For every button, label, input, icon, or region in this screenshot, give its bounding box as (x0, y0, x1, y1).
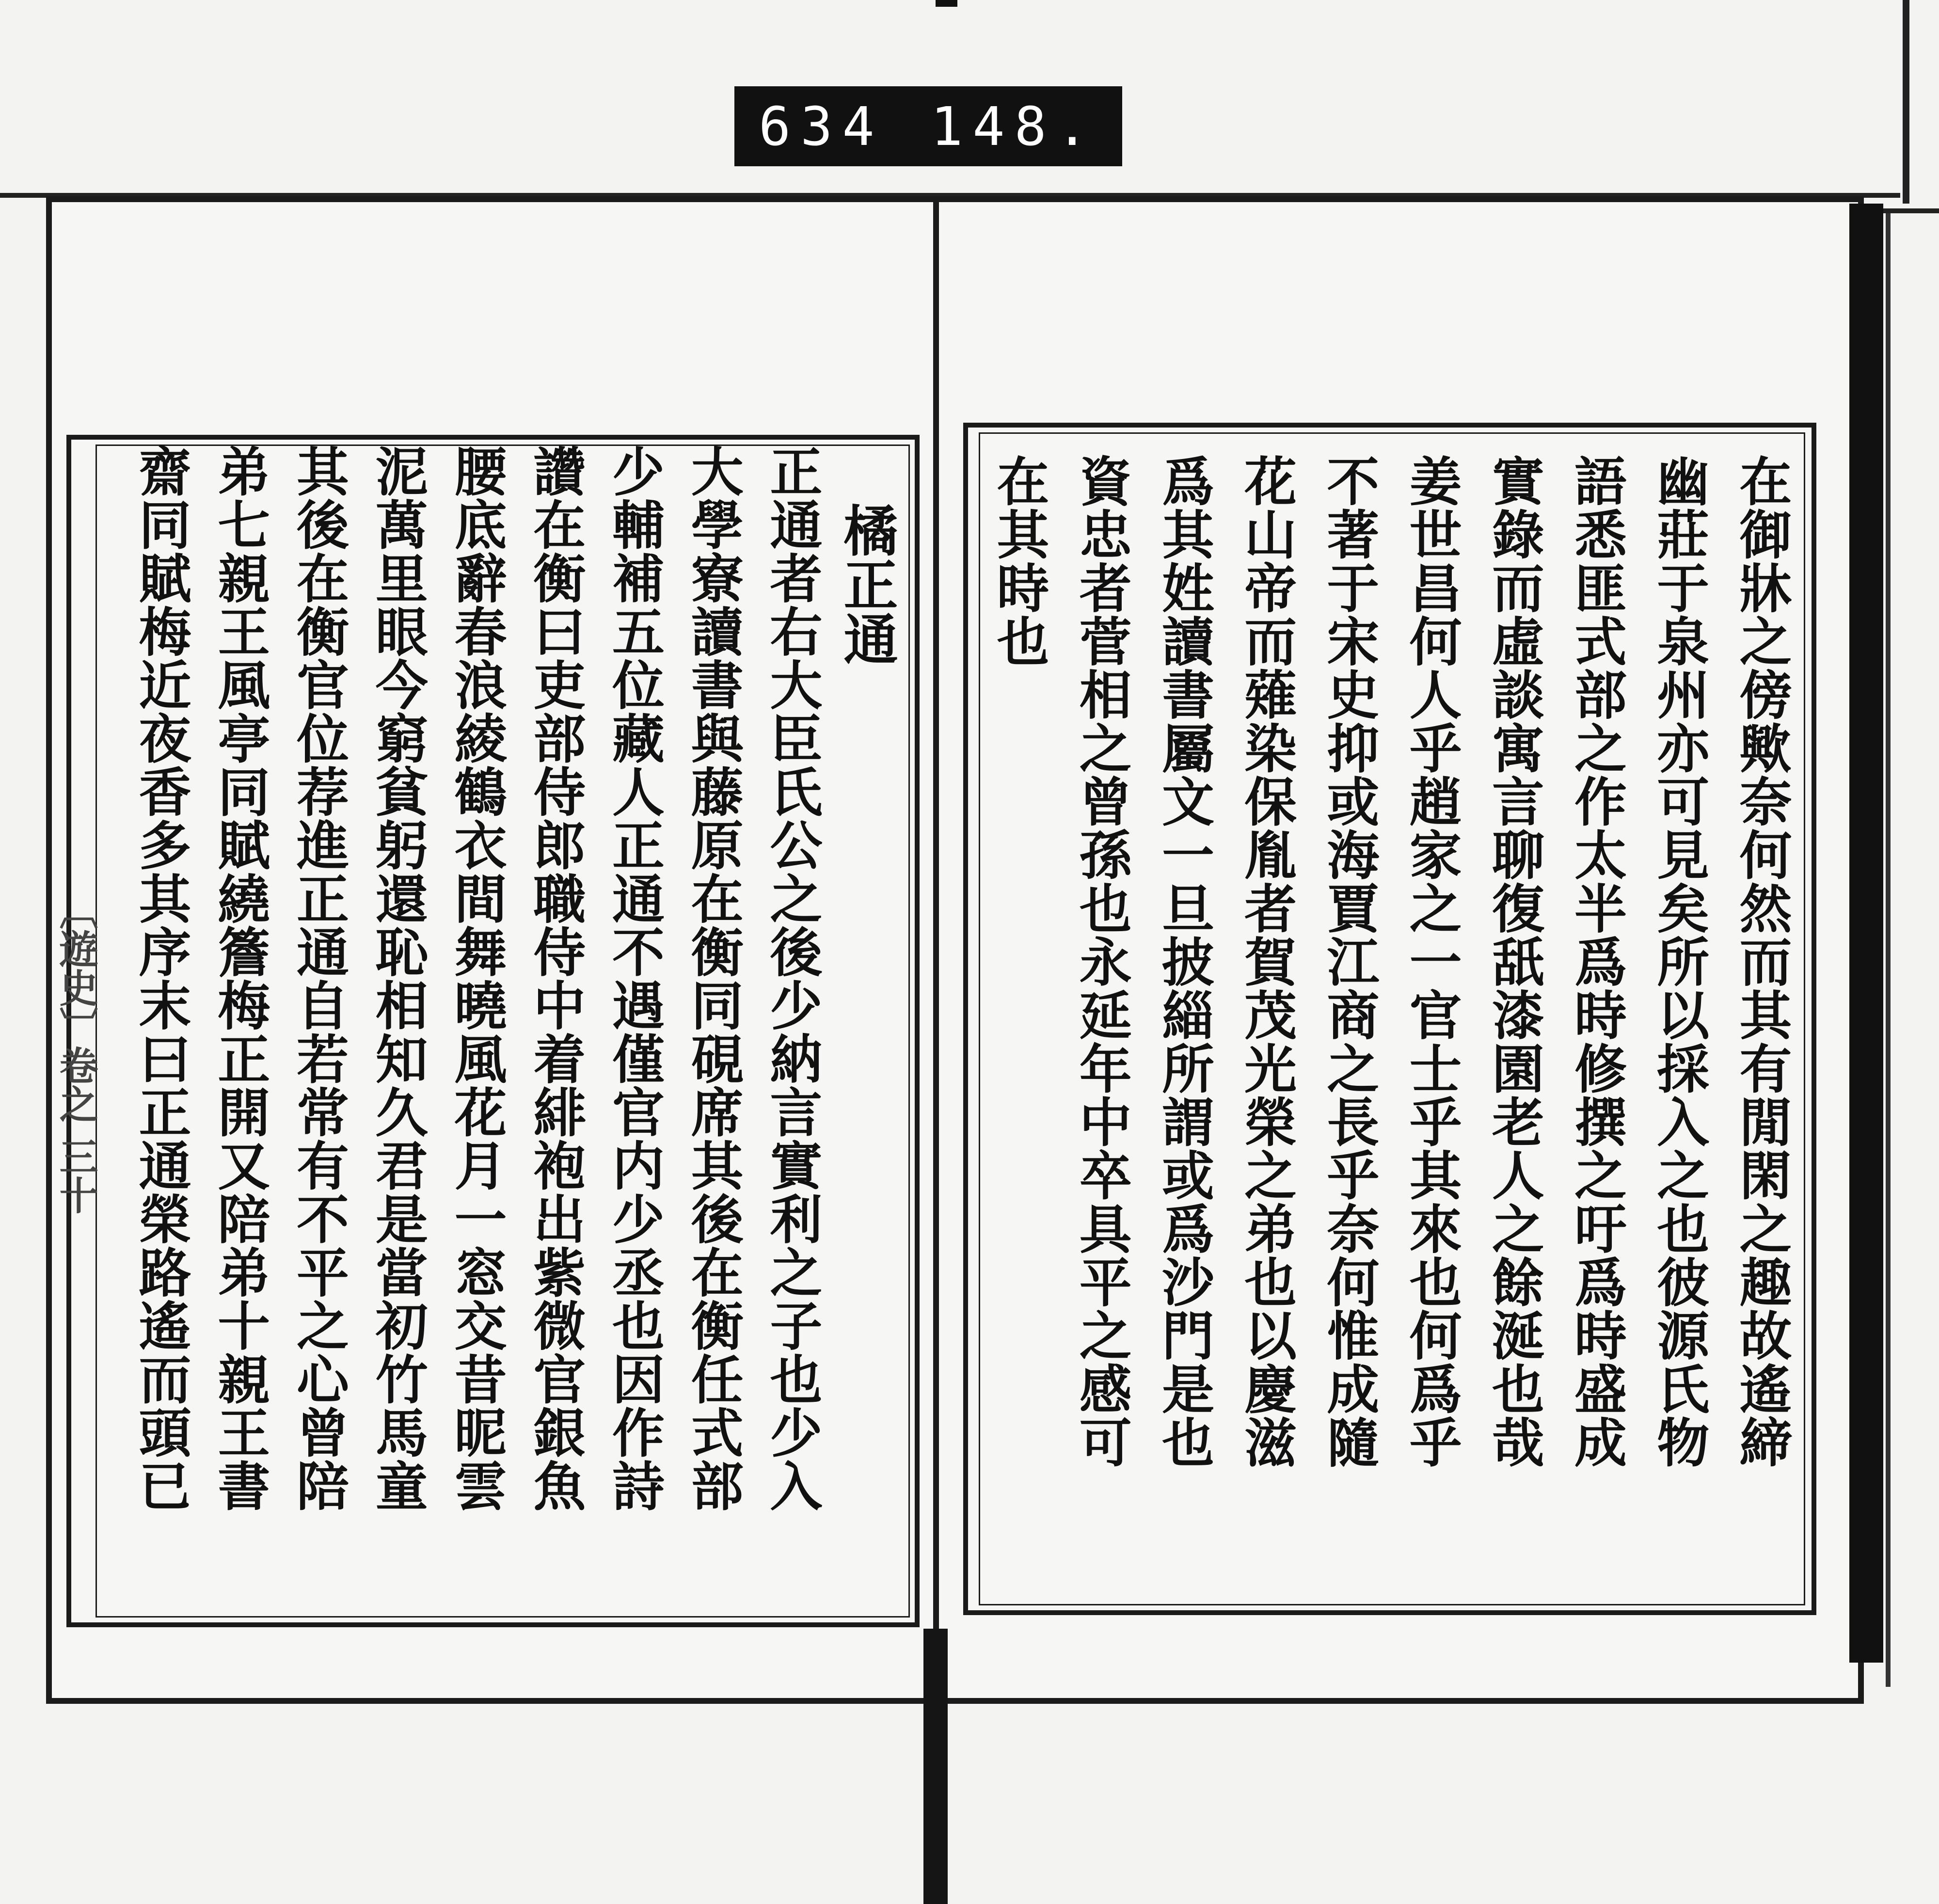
text-column: 花山帝而薙染保胤者賀茂光榮之弟也以慶滋 (1235, 454, 1297, 1469)
text-column: 資忠者菅相之曾孫也永延年中卒具平之感可 (1070, 454, 1132, 1469)
book-fore-edge (1849, 204, 1883, 1663)
left-page (46, 196, 948, 1704)
book-fore-edge-line (1886, 213, 1891, 1687)
film-reel-number: 634 (759, 95, 884, 158)
text-column: 實錄而虛談寓言聊復舐漆園老人之餘涎也哉 (1483, 454, 1544, 1469)
text-column: 在其時也 (988, 454, 1049, 668)
film-frame-label (734, 86, 1122, 166)
text-column: 其後在衡官位荐進正通自若常有不平之心曾陪 (287, 444, 349, 1513)
right-page-text-columns (988, 454, 1792, 1608)
text-column: 語悉匪式部之作太半爲時修撰之吁爲時盛成 (1565, 454, 1627, 1469)
text-column: 不著于宋史抑或海賈江商之長乎奈何惟成隨 (1318, 454, 1379, 1469)
text-column: 腰底辭春浪綾鶴衣間舞曉風花月一窓交昔昵雲 (445, 444, 507, 1513)
text-column: 泥萬里眼今窮貧躬還恥相知久君是當初竹馬童 (366, 444, 428, 1513)
left-page-text-columns (130, 444, 822, 1618)
text-column: 正通者右大臣氏公之後少納言實利之子也少入 (761, 444, 822, 1513)
text-column: 大學寮讀書與藤原在衡同硯席其後在衡任式部 (682, 444, 744, 1513)
binding-ribbon (923, 1629, 948, 1904)
gutter-caption: 〔遊史〕卷之 三十 (53, 890, 98, 1214)
right-page (933, 196, 1864, 1704)
text-column: 爲其姓讀書屬文一旦披緇所謂或爲沙門是也 (1153, 454, 1214, 1469)
scan-edge-right (1903, 0, 1909, 204)
text-column: 在御牀之傍歟奈何然而其有閒閑之趣故遙締 (1730, 454, 1792, 1469)
top-notch-mark (936, 0, 957, 7)
text-column: 姜世昌何人乎趙家之一官士乎其來也何爲乎 (1400, 454, 1462, 1469)
text-column: 幽莊于泉州亦可見矣所以採入之也彼源氏物 (1648, 454, 1709, 1469)
text-column: 少輔補五位藏人正通不遇僅官内少丞也因作詩 (603, 444, 665, 1513)
text-column: 齋同賦梅近夜香多其序末曰正通榮路遙而頭已 (130, 444, 191, 1513)
text-column: 讚在衡曰吏部侍郎職侍中着緋袍出紫微官銀魚 (524, 444, 586, 1513)
film-frame-number: 148. (931, 95, 1098, 158)
biography-heading: 橘正通 (835, 503, 898, 666)
text-column: 弟七親王風亭同賦繞簷梅正開又陪弟十親王書 (208, 444, 270, 1513)
